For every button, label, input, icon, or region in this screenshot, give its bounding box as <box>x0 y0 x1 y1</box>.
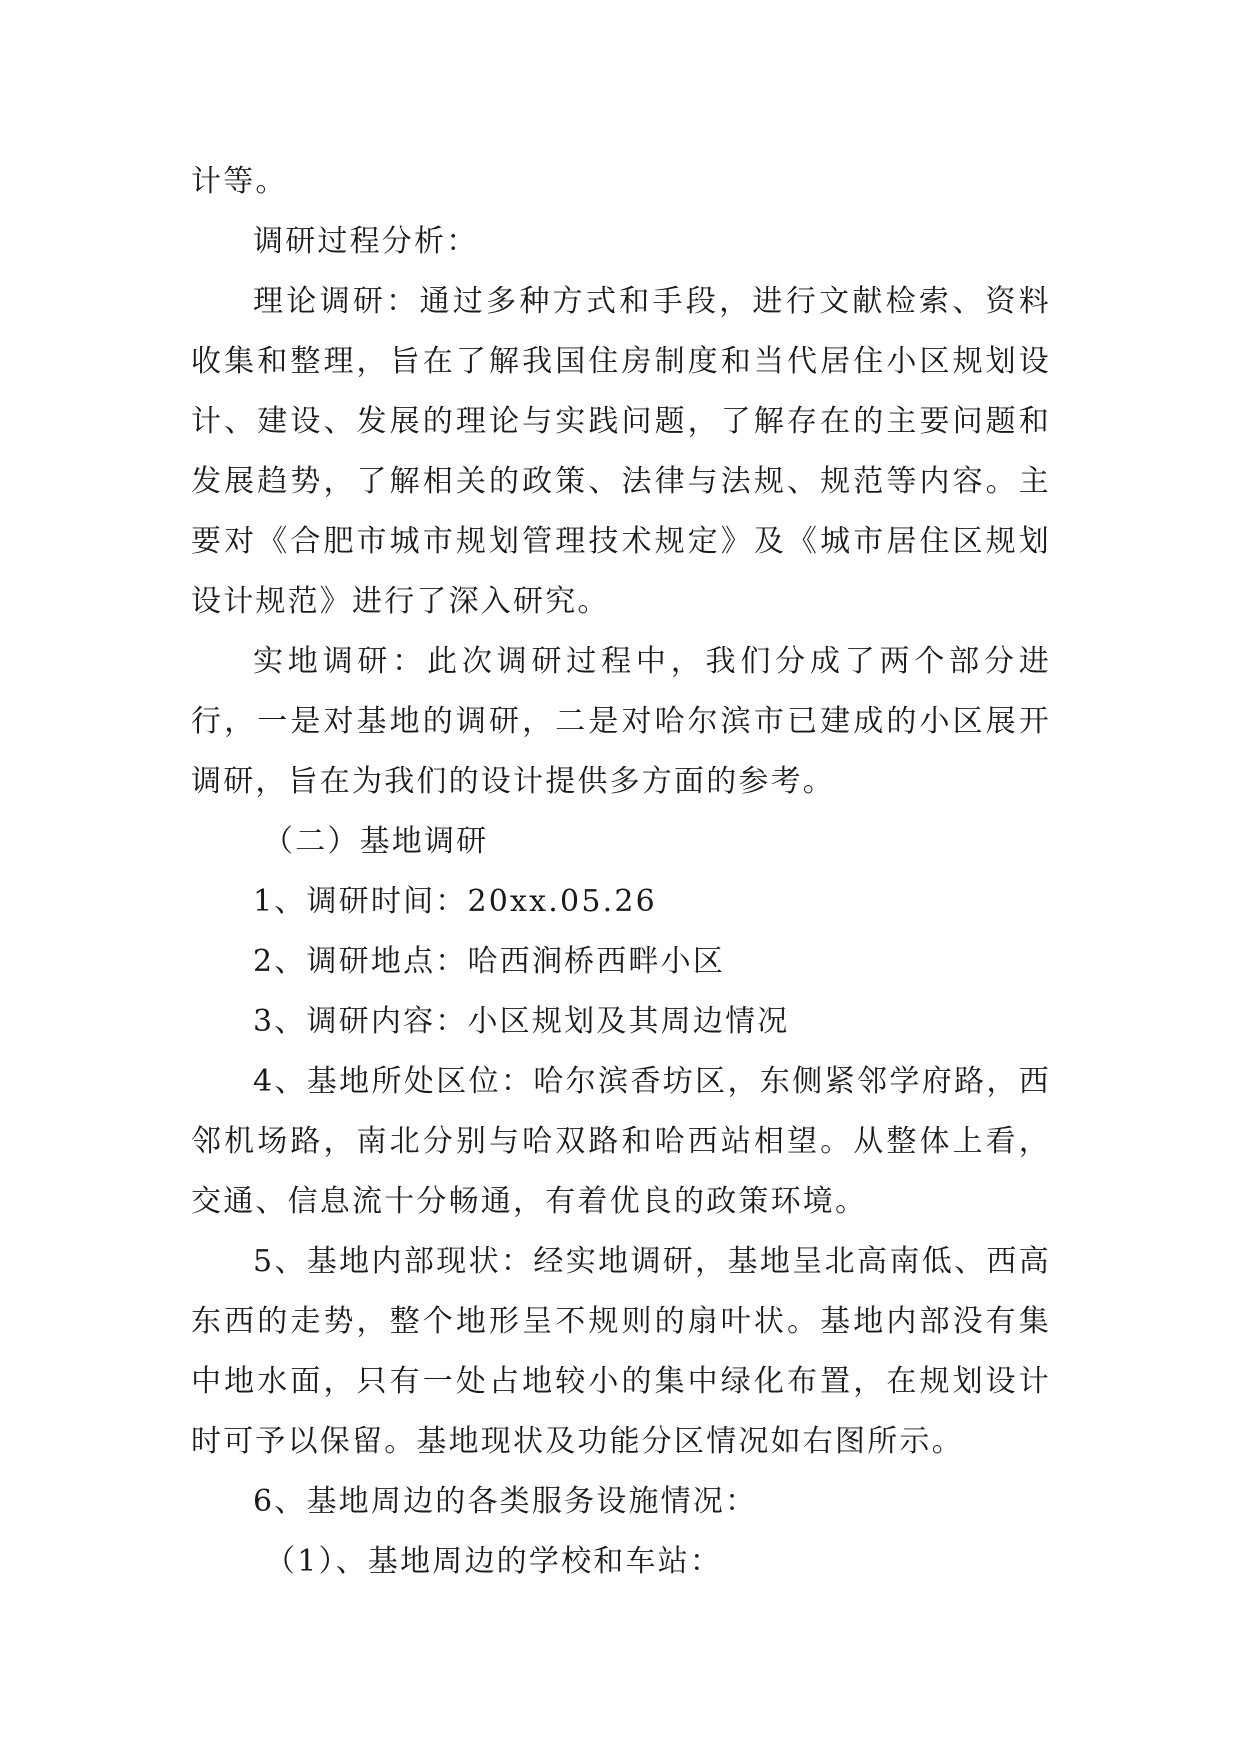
sub-item-schools-stations: （1）、基地周边的学校和车站： <box>265 1544 723 1579</box>
paragraph-continuation: 计等。 <box>191 164 288 199</box>
list-item-research-content: 3、调研内容：小区规划及其周边情况 <box>253 1004 790 1039</box>
list-item-site-location: 4、基地所处区位：哈尔滨香坊区，东侧紧邻学府路，西邻机场路，南北分别与哈双路和哈西站相望。从整体上看，交通、信息流十分畅通，有着优良的政策环境。 <box>191 1064 1051 1219</box>
paragraph-process-heading: 调研过程分析： <box>253 224 479 259</box>
list-item-research-time: 1、调研时间：20xx.05.26 <box>253 884 657 919</box>
list-item-site-status: 5、基地内部现状：经实地调研，基地呈北高南低、西高东西的走势，整个地形呈不规则的扇叶状。基地内部没有集中地水面，只有一处占地较小的集中绿化布置，在规划设计时可予以保留。基地现状及功能分区情况如右图所示。 <box>191 1244 1051 1459</box>
paragraph-theory-research: 理论调研：通过多种方式和手段，进行文献检索、资料收集和整理，旨在了解我国住房制度和当代居住小区规划设计、建设、发展的理论与实践问题，了解存在的主要问题和发展趋势，了解相关的政策、法律与法规、规范等内容。主要对《合肥市城市规划管理技术规定》及《城市居住区规划设计规范》进行了深入研究。 <box>191 284 1051 619</box>
list-item-service-facilities: 6、基地周边的各类服务设施情况： <box>253 1484 758 1519</box>
paragraph-field-research: 实地调研：此次调研过程中，我们分成了两个部分进行，一是对基地的调研，二是对哈尔滨市已建成的小区展开调研，旨在为我们的设计提供多方面的参考。 <box>191 644 1051 799</box>
section-heading-site-research: （二）基地调研 <box>263 824 489 859</box>
list-item-research-location: 2、调研地点：哈西涧桥西畔小区 <box>253 944 726 979</box>
document-body <box>191 152 1051 1592</box>
